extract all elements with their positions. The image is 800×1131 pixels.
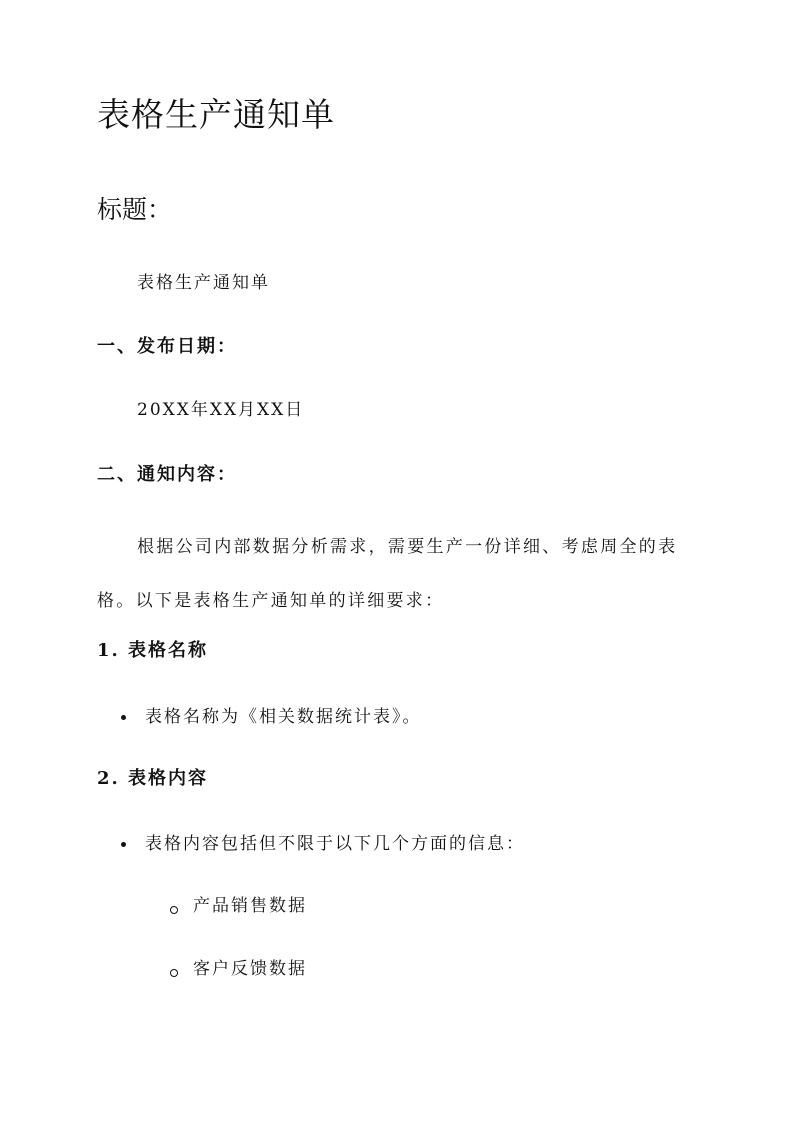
subject-value: 表格生产通知单 xyxy=(137,273,270,293)
item-2-bullet: 表格内容包括但不限于以下几个方面的信息： xyxy=(145,834,525,854)
document-title: 表格生产通知单 xyxy=(97,95,335,134)
notice-paragraph: 根据公司内部数据分析需求，需要生产一份详细、考虑周全的表格。以下是表格生产通知单的详细要求： xyxy=(97,537,678,611)
bullet-dot-icon xyxy=(121,842,126,847)
sub-bullet-feedback: 客户反馈数据 xyxy=(193,959,307,979)
date-value: 20XX年XX月XX日 xyxy=(137,400,305,420)
subject-label: 标题： xyxy=(97,195,173,224)
item-2-heading: 2. 表格内容 xyxy=(97,768,209,789)
item-1-heading: 1. 表格名称 xyxy=(97,640,209,661)
item-1-bullet: 表格名称为《相关数据统计表》。 xyxy=(145,707,422,727)
notice-heading: 二、通知内容： xyxy=(97,464,237,485)
hollow-bullet-icon xyxy=(170,969,178,977)
hollow-bullet-icon xyxy=(170,906,178,914)
date-heading: 一、发布日期： xyxy=(97,336,237,357)
bullet-dot-icon xyxy=(121,715,126,720)
sub-bullet-sales: 产品销售数据 xyxy=(193,896,307,916)
